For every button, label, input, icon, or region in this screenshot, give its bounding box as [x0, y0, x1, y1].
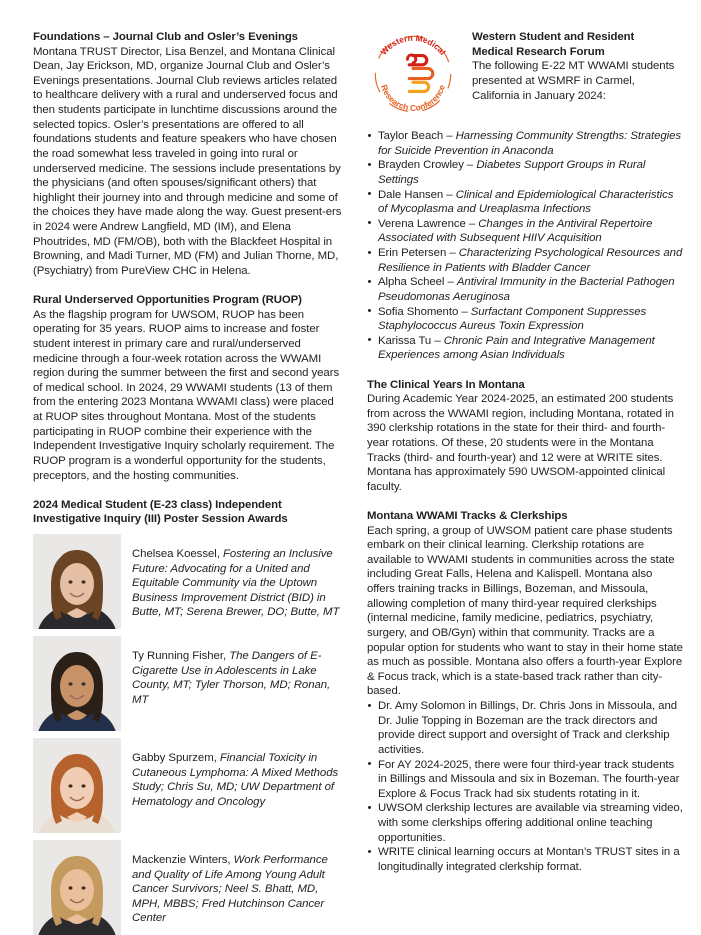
right-column [367, 30, 683, 900]
tracks-bullet-item: • UWSOM clerkship lectures are available via streaming video, with some clerkships offering additional online teaching opportunities. [367, 801, 683, 845]
tracks-bullet-item: • Dr. Amy Solomon in Billings, Dr. Chris Jons in Missoula, and Dr. Julie Topping in Bozeman are the track directors and provide direct support and oversight of Track and clerkship activities. [367, 699, 683, 758]
spacer [367, 363, 683, 378]
presenter-name: Karissa Tu – [378, 334, 444, 347]
clinical-years-body: During Academic Year 2024-2025, an estimated 200 students from across the WWAMI region, including Montana, rotated in 390 clerkship rotations in the state for their third- and fourth-year rotations. Of these, 20 students were in the Montana Tracks (third- and fourth-year) and 12 were at WRITE sites. Montana has approximately 590 UWSOM-appointed clinical faculty. [367, 393, 674, 493]
presenter-name: Dale Hansen – [378, 188, 456, 201]
award-student-name: Mackenzie Winters, [132, 853, 234, 866]
presenter-title: Diabetes Support Groups in Rural Settings [378, 159, 646, 186]
award-caption [132, 534, 344, 629]
photo-chelsea-koessel [33, 534, 121, 629]
tracks-bullet-item: • For AY 2024-2025, there were four third-year track students in Billings and Missoula and six in Bozeman. The fourth-year Explore & Focus Track had six students rotating in it. [367, 758, 683, 802]
award-project-title: Fostering an Inclusive Future: Advocating for a United and Equitable Community via the Uptown Business Improvement District (BID) in Butte, MT; Serena Brewer, DO; Butte, MT [132, 547, 340, 619]
award-student-name: Ty Running Fisher, [132, 649, 230, 662]
spacer [33, 279, 344, 294]
western-medical-research-conference-logo [367, 28, 459, 120]
award-project-title: The Dangers of E-Cigarette Use in Adolescents in Lake County, MT; Tyler Thorson, MD; Ronan, MT [132, 649, 331, 706]
presenter-name: Brayden Crowley – [378, 159, 477, 172]
left-column [33, 30, 344, 925]
photo-mackenzie-winters [33, 840, 121, 935]
clinical-years-heading: The Clinical Years In Montana [367, 378, 525, 391]
ruop-body: As the flagship program for UWSOM, RUOP has been operating for 35 years. RUOP aims to increase and foster student interest in primary care and rural/underserved medicine through a four-week rotation across the WWAMI region during the summer between the first and second years of medical school. In 2024, 29 WWAMI students (13 of them from the entering 2023 Montana WWAMI class) were placed at RUOP sites throughout Montana. Most of the students participating in RUOP combine their experience with the Independent Investigative Inquiry scholarly requirement. The RUOP program is a wonderful opportunity for the students, preceptors, and the hosting communities. [33, 308, 340, 482]
ruop-heading: Rural Underserved Opportunities Program (RUOP) [33, 294, 302, 307]
presenter-item [367, 334, 683, 363]
presenter-name: Erin Petersen – [378, 247, 459, 259]
presenter-name: Verena Lawrence – [378, 217, 479, 230]
presenter-item [367, 158, 683, 187]
presenter-title: Harnessing Community Strengths: Strategies for Suicide Prevention in Anaconda [378, 130, 682, 157]
award-project-title: Work Performance and Quality of Life Among Young Adult Cancer Survivors; Neel S. Bhatt, MD, MPH, MBBS; Fred Hutchinson Cancer Center [132, 853, 328, 925]
forum-title-line2: Medical Research Forum [472, 45, 605, 58]
presenter-name: Taylor Beach – [378, 130, 456, 142]
award-item [33, 534, 344, 629]
presenter-title: Changes in the Antiviral Repertoire Associated with Subsequent HIIV Acquisition [378, 217, 653, 245]
photo-ty-running-fisher [33, 636, 121, 731]
award-project-title: Financial Toxicity in Cutaneous Lymphoma: A Mixed Methods Study; Chris Su, MD; UW Department of Hematology and Oncology [132, 751, 339, 808]
foundations-body: Montana TRUST Director, Lisa Benzel, and Montana Clinical Dean, Jay Erickson, MD, organize Journal Club and Osler’s Evenings presentations. Journal Club reviews articles related to healthcare delivery with a rural and underserved focus and then students participate in lunchtime discussions around the selected topics. Osler’s presentations are offered to all foundations students and feature speakers who have chosen the road somewhat less traveled in going into rural or underserved medicine. The sessions include presentations by the physicians (and often spouses/significant others) that highlight their journey into and through medicine and some of the choices they have made along the way. Guest present-ers in 2024 were Andrew Langfield, MD (IM), and Elena Phoutrides, MD (FM/OB), both with the Blackfeet Hospital in Browning, and Madi Turner, MD (FM) and Julian Thorne, MD, (Psychiatry) from PureView CHC in Helena. [33, 45, 342, 277]
forum-intro: The following E-22 MT WWAMI students presented at WSMRF in Carmel, California in January 2024: [472, 60, 675, 102]
presenter-title: Characterizing Psychological Resources and Resilience in Patients with Bladder Cancer [378, 247, 683, 274]
award-list [33, 534, 344, 935]
tracks-bullet-list [367, 699, 683, 875]
award-caption [132, 840, 344, 935]
foundations-heading: Foundations – Journal Club and Osler’s Evenings [33, 31, 298, 43]
presenter-item [367, 275, 683, 304]
presenter-item [367, 217, 683, 246]
presenter-item [367, 188, 683, 217]
presenter-title: Antiviral Immunity in the Bacterial Pathogen Pseudomonas Aeruginosa [378, 276, 675, 303]
presenter-title: Chronic Pain and Integrative Management Experiences among Asian Individuals [378, 334, 655, 362]
svg-text:Research Conference: Research Conference [378, 83, 448, 113]
award-student-name: Chelsea Koessel, [132, 547, 223, 560]
presenter-title: Surfactant Component Suppresses Staphylococcus Aureus Toxin Expression [378, 305, 647, 333]
forum-title-block [472, 30, 683, 103]
presenter-item [367, 129, 683, 158]
award-item [33, 840, 344, 935]
award-caption [132, 636, 344, 731]
wsmrf-presenter-list [367, 129, 683, 363]
presenter-item [367, 305, 683, 334]
award-student-name: Gabby Spurzem, [132, 751, 220, 764]
forum-header [367, 30, 683, 120]
award-item [33, 636, 344, 731]
tracks-body: Each spring, a group of UWSOM patient care phase students embark on their clinical learning. Clerkship rotations are available to WWAMI students in communities across the state including Great Falls, Helena and Kalispell. Montana also offers training tracks in Billings, Bozeman, and Missoula, allowing completion of many third-year required clerkships (internal medicine, family medicine, pediatrics, psychiatry, surgery, and OB/Gyn) within that community. Tracks are a popular option for students who want to stay in their home state as much as possible. Montana also offers a fourth-year Explore & Focus track, which is a state-based track rather than city-based. [367, 524, 683, 698]
forum-title-line1: Western Student and Resident [472, 31, 635, 43]
svg-text:Western Medical: Western Medical [378, 32, 448, 57]
presenter-title: Clinical and Epidemiological Characteristics of Mycoplasma and Ureaplasma Infections [378, 188, 674, 216]
presenter-name: Alpha Scheel – [378, 276, 457, 289]
award-item [33, 738, 344, 833]
presenter-name: Sofia Shomento – [378, 305, 471, 318]
tracks-heading: Montana WWAMI Tracks & Clerkships [367, 509, 568, 522]
awards-heading: 2024 Medical Student (E-23 class) Independent Investigative Inquiry (III) Poster Session Awards [33, 498, 288, 526]
spacer [367, 494, 683, 509]
photo-gabby-spurzem [33, 738, 121, 833]
award-caption [132, 738, 344, 833]
tracks-bullet-item: • WRITE clinical learning occurs at Montan’s TRUST sites in a longitudinally integrated clerkship format. [367, 845, 683, 874]
presenter-item [367, 246, 683, 275]
spacer [33, 483, 344, 498]
